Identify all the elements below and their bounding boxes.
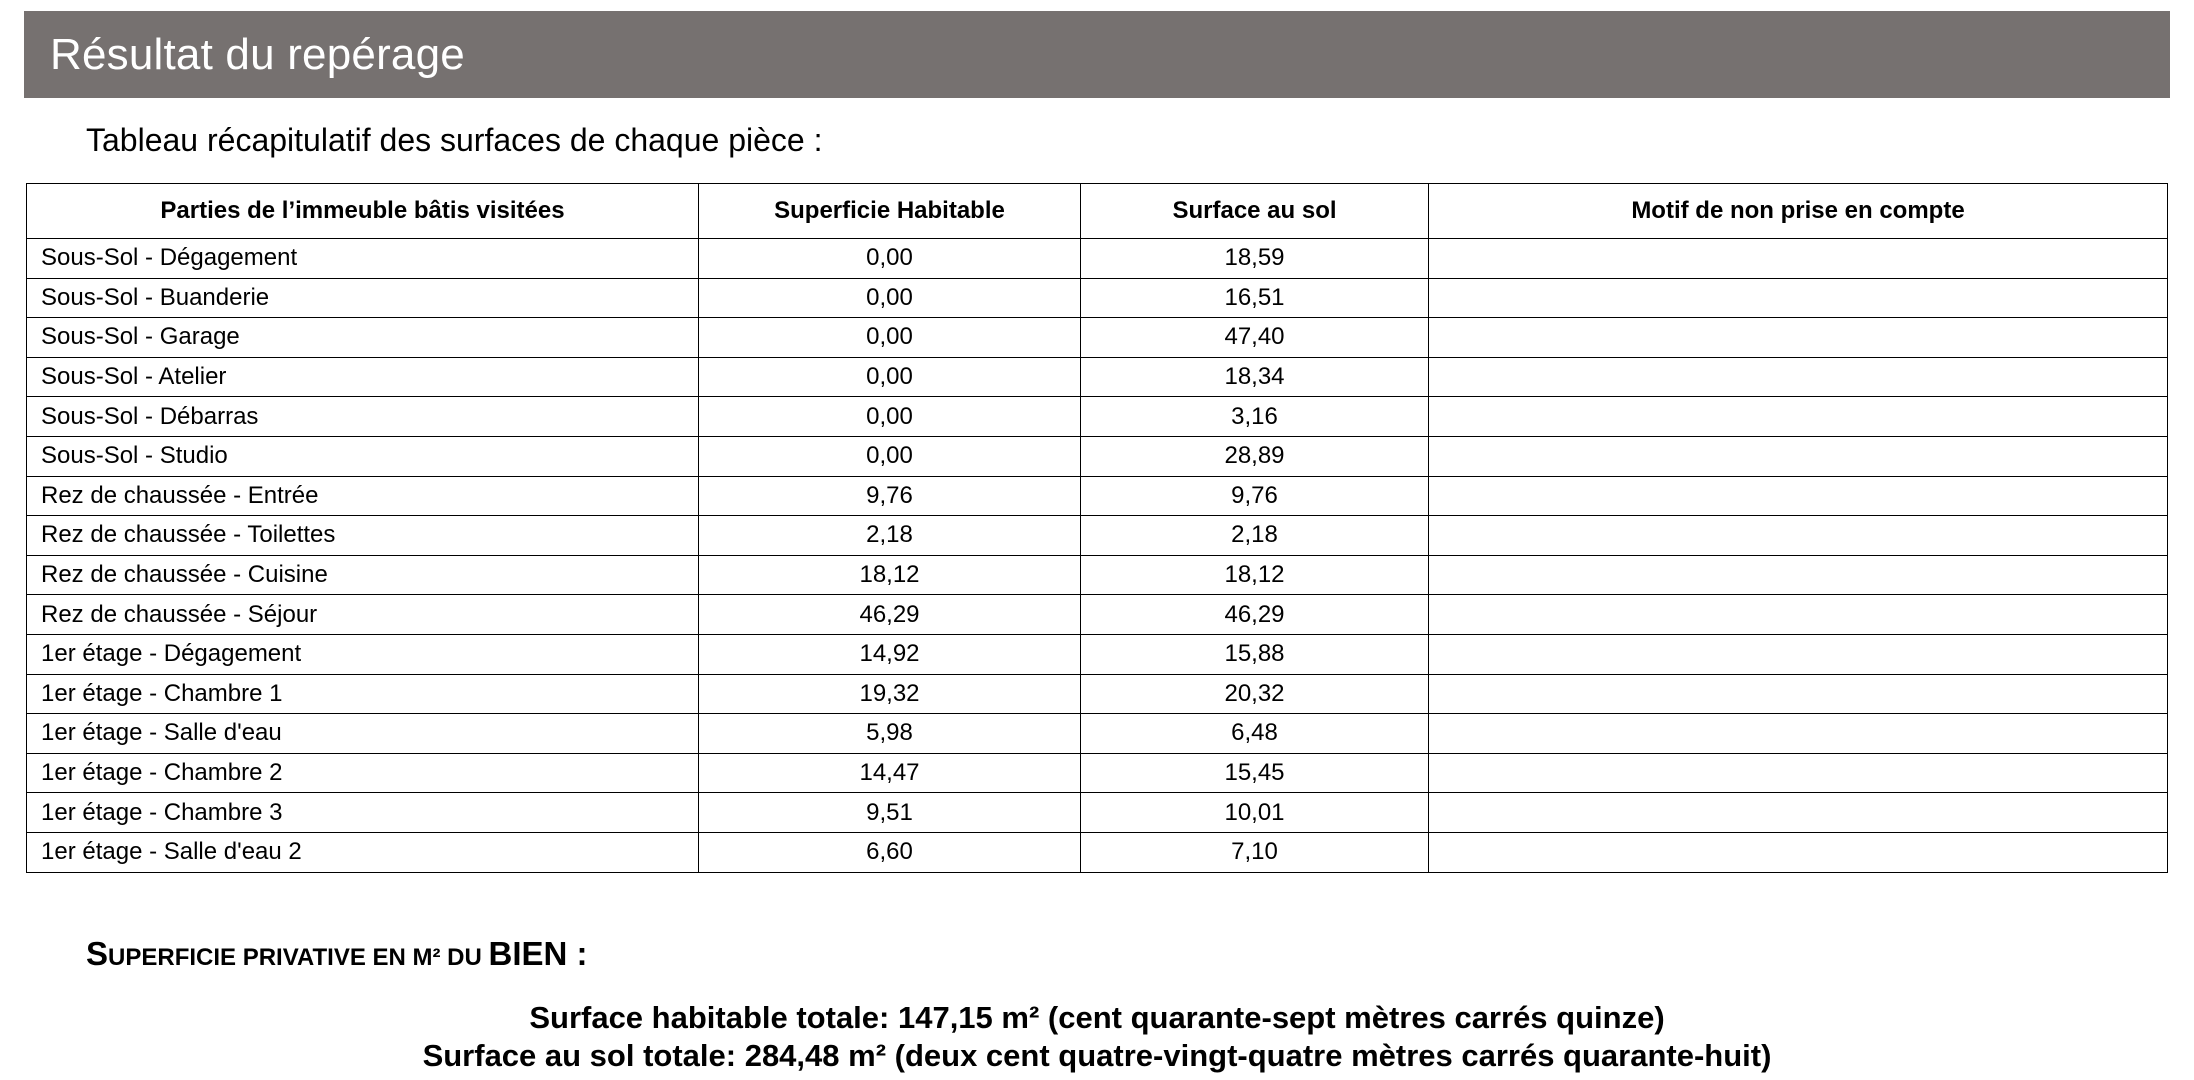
cell-partie: 1er étage - Salle d'eau 2 (27, 832, 699, 872)
cell-motif (1429, 397, 2168, 437)
surfaces-table (26, 183, 2168, 873)
cell-motif (1429, 634, 2168, 674)
cell-motif (1429, 753, 2168, 793)
cell-partie: Rez de chaussée - Toilettes (27, 516, 699, 556)
table-row (27, 555, 2168, 595)
cell-superficie-habitable: 0,00 (699, 278, 1081, 318)
cell-motif (1429, 476, 2168, 516)
cell-surface-au-sol: 15,88 (1081, 634, 1429, 674)
sol-total: Surface au sol totale: 284,48 m² (deux cent quatre-vingt-quatre mètres carrés quarante-huit) (422, 1038, 1772, 1073)
table-row (27, 753, 2168, 793)
table-row (27, 793, 2168, 833)
cell-partie: 1er étage - Chambre 2 (27, 753, 699, 793)
habitable-total: Surface habitable totale: 147,15 m² (cent quarante-sept mètres carrés quinze) (529, 1000, 1665, 1035)
cell-superficie-habitable: 14,92 (699, 634, 1081, 674)
cell-superficie-habitable: 9,51 (699, 793, 1081, 833)
cell-surface-au-sol: 15,45 (1081, 753, 1429, 793)
cell-superficie-habitable: 5,98 (699, 714, 1081, 754)
cell-motif (1429, 555, 2168, 595)
cell-superficie-habitable: 0,00 (699, 397, 1081, 437)
cell-superficie-habitable: 14,47 (699, 753, 1081, 793)
section-title: Résultat du repérage (50, 29, 465, 79)
table-row (27, 436, 2168, 476)
cell-motif (1429, 239, 2168, 279)
cell-motif (1429, 278, 2168, 318)
cell-surface-au-sol: 6,48 (1081, 714, 1429, 754)
cell-superficie-habitable: 6,60 (699, 832, 1081, 872)
table-row (27, 357, 2168, 397)
cell-superficie-habitable: 2,18 (699, 516, 1081, 556)
cell-motif (1429, 674, 2168, 714)
column-header-parties: Parties de l’immeuble bâtis visitées (27, 184, 699, 239)
cell-motif (1429, 595, 2168, 635)
cell-partie: Sous-Sol - Buanderie (27, 278, 699, 318)
summary-title-bien: BIEN (488, 935, 568, 972)
summary-title (86, 935, 588, 973)
cell-motif (1429, 714, 2168, 754)
cell-superficie-habitable: 18,12 (699, 555, 1081, 595)
table-row (27, 476, 2168, 516)
cell-surface-au-sol: 3,16 (1081, 397, 1429, 437)
cell-superficie-habitable: 0,00 (699, 357, 1081, 397)
cell-partie: 1er étage - Salle d'eau (27, 714, 699, 754)
cell-partie: Rez de chaussée - Entrée (27, 476, 699, 516)
cell-partie: 1er étage - Chambre 3 (27, 793, 699, 833)
table-row (27, 634, 2168, 674)
cell-motif (1429, 436, 2168, 476)
cell-partie: Rez de chaussée - Cuisine (27, 555, 699, 595)
cell-surface-au-sol: 9,76 (1081, 476, 1429, 516)
cell-superficie-habitable: 0,00 (699, 436, 1081, 476)
cell-partie: Sous-Sol - Dégagement (27, 239, 699, 279)
summary-title-initial: S (86, 935, 109, 972)
table-row (27, 674, 2168, 714)
cell-motif (1429, 832, 2168, 872)
table-row (27, 714, 2168, 754)
column-header-motif: Motif de non prise en compte (1429, 184, 2168, 239)
cell-motif (1429, 516, 2168, 556)
summary-title-colon: : (567, 935, 588, 972)
cell-surface-au-sol: 10,01 (1081, 793, 1429, 833)
cell-partie: Sous-Sol - Atelier (27, 357, 699, 397)
table-header-row (27, 184, 2168, 239)
table-row (27, 278, 2168, 318)
table-row (27, 595, 2168, 635)
table-row (27, 318, 2168, 358)
cell-surface-au-sol: 47,40 (1081, 318, 1429, 358)
cell-surface-au-sol: 46,29 (1081, 595, 1429, 635)
cell-partie: Sous-Sol - Studio (27, 436, 699, 476)
table-row (27, 516, 2168, 556)
cell-surface-au-sol: 2,18 (1081, 516, 1429, 556)
cell-surface-au-sol: 7,10 (1081, 832, 1429, 872)
cell-surface-au-sol: 16,51 (1081, 278, 1429, 318)
cell-partie: Sous-Sol - Garage (27, 318, 699, 358)
cell-superficie-habitable: 0,00 (699, 239, 1081, 279)
table-caption: Tableau récapitulatif des surfaces de chaque pièce : (86, 122, 823, 158)
section-header (24, 11, 2170, 98)
cell-surface-au-sol: 28,89 (1081, 436, 1429, 476)
cell-superficie-habitable: 0,00 (699, 318, 1081, 358)
table-body (27, 239, 2168, 873)
cell-partie: 1er étage - Dégagement (27, 634, 699, 674)
table-row (27, 832, 2168, 872)
cell-motif (1429, 793, 2168, 833)
table-row (27, 397, 2168, 437)
cell-surface-au-sol: 20,32 (1081, 674, 1429, 714)
cell-motif (1429, 318, 2168, 358)
table-row (27, 239, 2168, 279)
cell-superficie-habitable: 46,29 (699, 595, 1081, 635)
summary-title-smallcaps: UPERFICIE PRIVATIVE EN M² DU (108, 944, 489, 971)
cell-superficie-habitable: 19,32 (699, 674, 1081, 714)
cell-partie: Rez de chaussée - Séjour (27, 595, 699, 635)
cell-motif (1429, 357, 2168, 397)
cell-partie: 1er étage - Chambre 1 (27, 674, 699, 714)
cell-surface-au-sol: 18,12 (1081, 555, 1429, 595)
column-header-superficie-habitable: Superficie Habitable (699, 184, 1081, 239)
cell-surface-au-sol: 18,34 (1081, 357, 1429, 397)
cell-superficie-habitable: 9,76 (699, 476, 1081, 516)
column-header-surface-au-sol: Surface au sol (1081, 184, 1429, 239)
cell-surface-au-sol: 18,59 (1081, 239, 1429, 279)
cell-partie: Sous-Sol - Débarras (27, 397, 699, 437)
